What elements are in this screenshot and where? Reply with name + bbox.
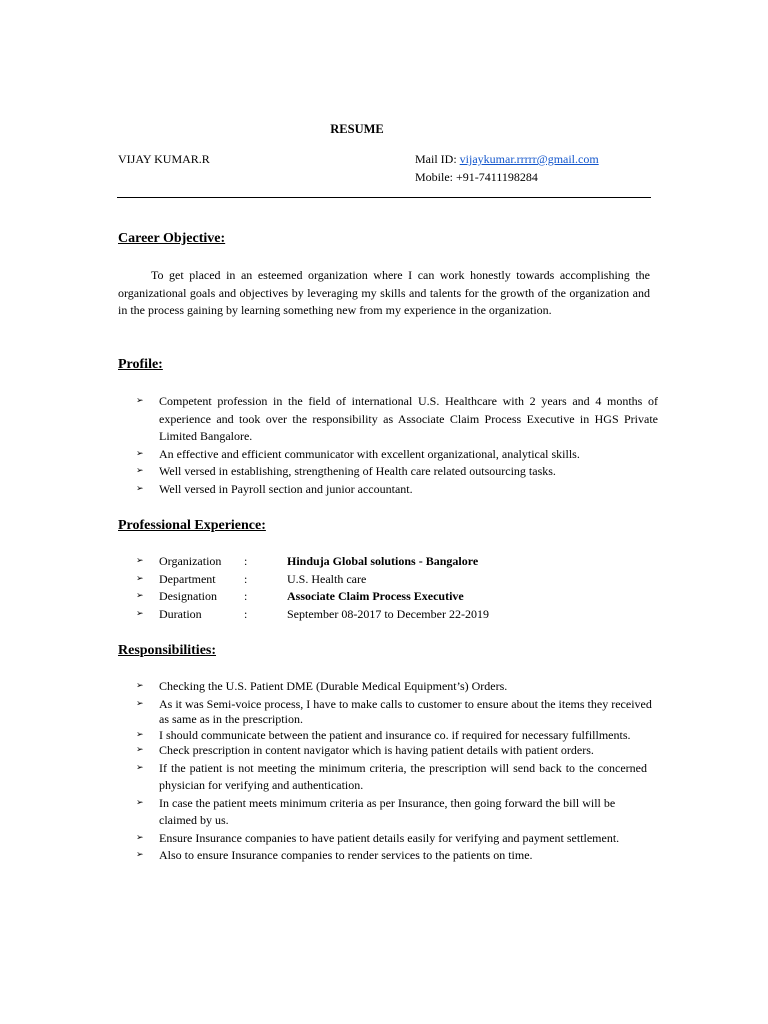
experience-value: Associate Claim Process Executive bbox=[287, 589, 464, 603]
profile-item-text: Well versed in establishing, strengthening of Health care related outsourcing tasks. bbox=[159, 464, 556, 478]
arrow-bullet-icon: ➢ bbox=[136, 396, 144, 406]
list-item bbox=[136, 697, 658, 727]
experience-colon: : bbox=[244, 606, 248, 621]
arrow-bullet-icon: ➢ bbox=[136, 850, 144, 860]
career-objective-heading: Career Objective: bbox=[118, 231, 226, 246]
experience-row-organization bbox=[136, 553, 656, 571]
arrow-bullet-icon: ➢ bbox=[136, 466, 144, 476]
responsibilities-heading: Responsibilities: bbox=[118, 643, 217, 658]
list-item bbox=[136, 795, 647, 830]
arrow-bullet-icon: ➢ bbox=[136, 745, 144, 755]
profile-item-text: Well versed in Payroll section and junior accountant. bbox=[159, 481, 413, 496]
experience-label: Organization bbox=[159, 554, 222, 568]
arrow-bullet-icon: ➢ bbox=[136, 681, 144, 691]
responsibility-text: As it was Semi-voice process, I have to make calls to customer to ensure about the items they received as same as in the prescription. bbox=[159, 696, 652, 726]
profile-item-text: Competent profession in the field of international U.S. Healthcare with 2 years and 4 months of experience and took over the responsibility as Associate Claim Process Executive in HGS Private Limited Bangalore. bbox=[159, 394, 658, 443]
responsibility-text: In case the patient meets minimum criteria as per Insurance, then going forward the bill will be claimed by us. bbox=[159, 795, 616, 827]
arrow-bullet-icon: ➢ bbox=[136, 573, 144, 584]
list-item bbox=[136, 760, 647, 795]
responsibility-text: Ensure Insurance companies to have patient details easily for verifying and payment settlement. bbox=[159, 830, 620, 845]
responsibility-text: Checking the U.S. Patient DME (Durable Medical Equipment’s) Orders. bbox=[159, 679, 508, 693]
arrow-bullet-icon: ➢ bbox=[136, 762, 144, 773]
arrow-bullet-icon: ➢ bbox=[136, 729, 144, 740]
header-divider bbox=[117, 197, 651, 198]
experience-table bbox=[136, 553, 656, 623]
experience-row-department bbox=[136, 571, 656, 589]
candidate-name: VIJAY KUMAR.R bbox=[118, 152, 210, 166]
experience-colon: : bbox=[244, 554, 248, 568]
responsibility-text: I should communicate between the patient and insurance co. if required for necessary fulfillments. bbox=[159, 727, 631, 742]
responsibility-text: If the patient is not meeting the minimum criteria, the prescription will send back to the concerned physician for verifying and authentication. bbox=[159, 760, 647, 792]
experience-row-duration bbox=[136, 606, 656, 624]
arrow-bullet-icon: ➢ bbox=[136, 448, 144, 459]
list-item bbox=[136, 830, 647, 848]
experience-value: U.S. Health care bbox=[287, 571, 367, 586]
arrow-bullet-icon: ➢ bbox=[136, 483, 144, 494]
experience-value: Hinduja Global solutions - Bangalore bbox=[287, 554, 479, 568]
experience-label: Designation bbox=[159, 589, 217, 603]
arrow-bullet-icon: ➢ bbox=[136, 797, 144, 808]
arrow-bullet-icon: ➢ bbox=[136, 832, 144, 843]
experience-row-designation bbox=[136, 588, 656, 606]
list-item bbox=[136, 481, 658, 499]
list-item bbox=[136, 678, 658, 696]
arrow-bullet-icon: ➢ bbox=[136, 698, 144, 709]
list-item bbox=[136, 847, 658, 865]
responsibility-text: Also to ensure Insurance companies to render services to the patients on time. bbox=[159, 848, 533, 862]
responsibility-text: Check prescription in content navigator which is having patient details with patient orders. bbox=[159, 743, 594, 757]
responsibilities-list bbox=[136, 678, 658, 865]
experience-colon: : bbox=[244, 589, 248, 603]
list-item bbox=[136, 393, 658, 446]
mail-line bbox=[415, 151, 599, 169]
profile-list bbox=[136, 393, 658, 498]
list-item bbox=[136, 742, 658, 760]
experience-label: Department bbox=[159, 571, 216, 586]
profile-item-text: An effective and efficient communicator with excellent organizational, analytical skills. bbox=[159, 446, 580, 461]
contact-block bbox=[415, 151, 599, 186]
document-title-text: RESUME bbox=[330, 122, 384, 136]
arrow-bullet-icon: ➢ bbox=[136, 608, 144, 619]
mail-label: Mail ID: bbox=[415, 152, 460, 166]
experience-value: September 08-2017 to December 22-2019 bbox=[287, 606, 489, 621]
arrow-bullet-icon: ➢ bbox=[136, 556, 144, 566]
experience-heading: Professional Experience: bbox=[118, 518, 266, 533]
experience-colon: : bbox=[244, 571, 248, 586]
experience-label: Duration bbox=[159, 606, 202, 621]
document-title bbox=[0, 121, 768, 139]
career-objective-text: To get placed in an esteemed organization where I can work honestly towards accomplishing the organizational goals and objectives by leveraging my skills and talents for the growth of the organization and in the process gaining by learning something new from my experience in the organization. bbox=[118, 268, 650, 317]
mail-link[interactable]: vijaykumar.rrrrr@gmail.com bbox=[459, 152, 599, 166]
profile-heading: Profile: bbox=[118, 357, 163, 372]
list-item bbox=[136, 446, 658, 464]
list-item bbox=[136, 463, 658, 481]
mobile-line: Mobile: +91-7411198284 bbox=[415, 169, 538, 184]
arrow-bullet-icon: ➢ bbox=[136, 591, 144, 601]
